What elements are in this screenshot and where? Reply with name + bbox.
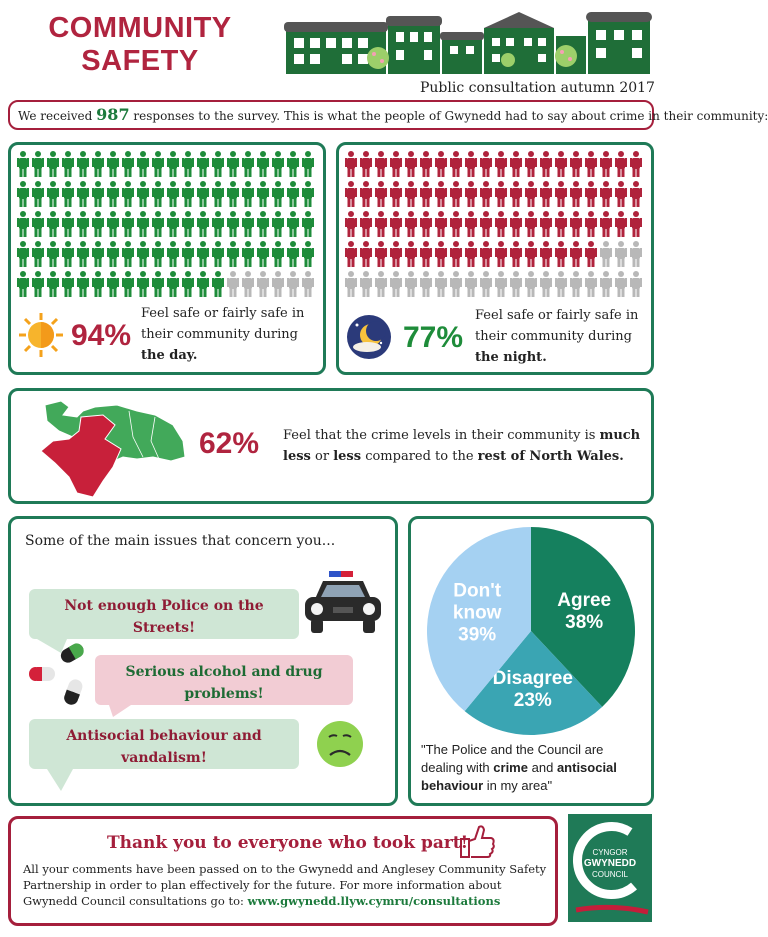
person-figure [152, 211, 164, 237]
subtitle: Public consultation autumn 2017 [420, 80, 655, 96]
person-figure [212, 271, 224, 297]
pie-value-label: 23% [513, 690, 552, 712]
person-figure [630, 271, 642, 297]
person-figure [540, 241, 552, 267]
person-figure [182, 211, 194, 237]
bubble-tail [47, 769, 73, 791]
person-figure [495, 271, 507, 297]
person-figure [465, 151, 477, 177]
logo-line-1: CYNGOR [592, 848, 628, 857]
person-figure [197, 211, 209, 237]
person-figure [32, 241, 44, 267]
person-figure [167, 271, 179, 297]
person-figure [435, 211, 447, 237]
person-figure [555, 181, 567, 207]
person-figure [600, 151, 612, 177]
sun-icon [17, 311, 65, 359]
person-figure [62, 211, 74, 237]
person-figure [32, 271, 44, 297]
person-figure [465, 241, 477, 267]
person-figure [465, 271, 477, 297]
consultations-link[interactable]: www.gwynedd.llyw.cymru/consultations [247, 894, 501, 908]
person-figure [360, 211, 372, 237]
crime-text-a: Feel that the crime levels in their community is [283, 428, 596, 443]
person-figure [287, 151, 299, 177]
person-figure [152, 181, 164, 207]
person-figure [182, 241, 194, 267]
person-figure [242, 211, 254, 237]
person-figure [390, 241, 402, 267]
person-figure [62, 181, 74, 207]
person-figure [435, 181, 447, 207]
person-figure [390, 151, 402, 177]
person-figure [495, 151, 507, 177]
person-figure [465, 211, 477, 237]
person-figure [242, 241, 254, 267]
person-figure [405, 211, 417, 237]
person-figure [390, 271, 402, 297]
person-figure [570, 151, 582, 177]
response-count: 987 [96, 105, 130, 124]
person-figure [450, 211, 462, 237]
person-figure [302, 151, 314, 177]
person-figure [47, 211, 59, 237]
person-figure [360, 271, 372, 297]
crime-levels-panel [8, 388, 654, 504]
pie-category-label: Agree [557, 589, 612, 611]
person-figure [585, 241, 597, 267]
crime-bold-a: much less [283, 428, 641, 464]
person-figure [600, 271, 612, 297]
person-figure [92, 211, 104, 237]
person-figure [540, 151, 552, 177]
person-figure [32, 151, 44, 177]
bubble-tail [109, 705, 131, 717]
person-figure [287, 271, 299, 297]
night-people-grid [345, 151, 645, 303]
person-figure [420, 211, 432, 237]
person-figure [555, 211, 567, 237]
issue-antisocial [29, 719, 299, 769]
person-figure [137, 241, 149, 267]
thumbs-up-icon [457, 823, 497, 861]
person-figure [212, 181, 224, 207]
person-figure [570, 181, 582, 207]
person-figure [570, 241, 582, 267]
issue-antisocial-line-1: Antisocial behaviour and [66, 728, 262, 744]
issue-police-line-1: Not enough Police on the [64, 598, 264, 614]
person-figure [525, 241, 537, 267]
person-figure [152, 271, 164, 297]
person-figure [62, 271, 74, 297]
caption-text-a: "The Police and the Council are dealing with [421, 742, 604, 775]
person-figure [345, 271, 357, 297]
issue-police [29, 589, 299, 639]
person-figure [480, 181, 492, 207]
person-figure [182, 271, 194, 297]
title-line-1: COMMUNITY [48, 12, 232, 44]
person-figure [420, 181, 432, 207]
person-figure [77, 211, 89, 237]
thanks-panel [8, 816, 558, 926]
person-figure [107, 151, 119, 177]
crime-text-b: or [315, 449, 330, 464]
person-figure [450, 241, 462, 267]
pie-category-label: Don't [453, 580, 502, 602]
person-figure [32, 211, 44, 237]
page-title [30, 12, 250, 78]
person-figure [630, 151, 642, 177]
person-figure [17, 181, 29, 207]
person-figure [47, 241, 59, 267]
night-description [475, 305, 638, 368]
person-figure [137, 211, 149, 237]
day-line-3: the day. [141, 348, 198, 363]
person-figure [540, 211, 552, 237]
person-figure [122, 271, 134, 297]
person-figure [480, 241, 492, 267]
person-figure [495, 211, 507, 237]
person-figure [212, 211, 224, 237]
person-figure [495, 181, 507, 207]
person-figure [107, 271, 119, 297]
person-figure [615, 241, 627, 267]
day-description [141, 303, 304, 366]
person-figure [167, 181, 179, 207]
person-figure [450, 181, 462, 207]
north-wales-map [33, 397, 193, 501]
person-figure [630, 241, 642, 267]
person-figure [152, 241, 164, 267]
pie-category-label: know [452, 602, 502, 624]
person-figure [420, 271, 432, 297]
person-figure [435, 241, 447, 267]
issue-alcohol-line-2: problems! [184, 686, 264, 702]
caption-text-c: in my area" [486, 778, 553, 793]
person-figure [510, 211, 522, 237]
person-figure [32, 181, 44, 207]
person-figure [197, 241, 209, 267]
person-figure [257, 211, 269, 237]
person-figure [227, 181, 239, 207]
person-figure [510, 241, 522, 267]
buildings-illustration [280, 8, 655, 76]
person-figure [405, 271, 417, 297]
caption-text-b: and [531, 760, 554, 775]
person-figure [525, 181, 537, 207]
person-figure [615, 211, 627, 237]
person-figure [375, 181, 387, 207]
person-figure [77, 181, 89, 207]
logo-line-2: GWYNEDD [583, 858, 637, 869]
night-safety-panel [336, 142, 654, 375]
person-figure [450, 271, 462, 297]
day-people-grid [17, 151, 317, 303]
person-figure [525, 151, 537, 177]
person-figure [345, 241, 357, 267]
person-figure [272, 181, 284, 207]
person-figure [600, 211, 612, 237]
person-figure [420, 151, 432, 177]
person-figure [450, 151, 462, 177]
person-figure [107, 181, 119, 207]
person-figure [345, 181, 357, 207]
crime-text-c: compared to the [365, 449, 474, 464]
person-figure [227, 241, 239, 267]
person-figure [345, 211, 357, 237]
intro-before: We received [18, 109, 93, 123]
person-figure [360, 241, 372, 267]
person-figure [227, 271, 239, 297]
day-line-2: their community during [141, 327, 298, 342]
person-figure [242, 151, 254, 177]
person-figure [287, 241, 299, 267]
person-figure [257, 271, 269, 297]
person-figure [227, 211, 239, 237]
night-percent: 77% [403, 321, 464, 354]
moon-icon [345, 313, 393, 361]
day-line-1: Feel safe or fairly safe in [141, 306, 305, 321]
person-figure [375, 151, 387, 177]
police-car-icon [301, 571, 385, 637]
person-figure [510, 181, 522, 207]
person-figure [17, 271, 29, 297]
person-figure [17, 241, 29, 267]
person-figure [570, 211, 582, 237]
person-figure [480, 271, 492, 297]
person-figure [615, 151, 627, 177]
person-figure [540, 271, 552, 297]
logo-line-3: COUNCIL [591, 870, 628, 879]
issues-heading: Some of the main issues that concern you... [25, 533, 336, 549]
thanks-body [23, 861, 551, 909]
title-line-2: SAFETY [81, 45, 199, 77]
person-figure [257, 151, 269, 177]
person-figure [47, 181, 59, 207]
person-figure [585, 151, 597, 177]
person-figure [435, 151, 447, 177]
person-figure [272, 271, 284, 297]
issue-antisocial-line-2: vandalism! [121, 750, 207, 766]
person-figure [62, 241, 74, 267]
person-figure [525, 211, 537, 237]
person-figure [375, 211, 387, 237]
person-figure [615, 271, 627, 297]
person-figure [92, 271, 104, 297]
pie-chart [419, 523, 643, 739]
person-figure [630, 181, 642, 207]
crime-bold-c: rest of North Wales. [477, 449, 624, 464]
person-figure [92, 181, 104, 207]
person-figure [375, 241, 387, 267]
person-figure [495, 241, 507, 267]
person-figure [257, 241, 269, 267]
person-figure [182, 151, 194, 177]
person-figure [360, 181, 372, 207]
person-figure [182, 181, 194, 207]
thanks-title: Thank you to everyone who took part! [107, 833, 469, 853]
person-figure [197, 271, 209, 297]
crime-description [283, 425, 651, 467]
person-figure [92, 241, 104, 267]
intro-after: responses to the survey. This is what the people of Gwynedd had to say about crime in their community: [133, 109, 768, 123]
person-figure [435, 271, 447, 297]
person-figure [107, 241, 119, 267]
person-figure [17, 211, 29, 237]
person-figure [137, 271, 149, 297]
person-figure [302, 241, 314, 267]
person-figure [167, 211, 179, 237]
person-figure [92, 151, 104, 177]
person-figure [122, 151, 134, 177]
person-figure [137, 151, 149, 177]
issue-alcohol-line-1: Serious alcohol and drug [125, 664, 323, 680]
person-figure [600, 241, 612, 267]
person-figure [630, 211, 642, 237]
person-figure [167, 241, 179, 267]
person-figure [525, 271, 537, 297]
person-figure [302, 181, 314, 207]
night-line-2: their community during [475, 329, 632, 344]
person-figure [555, 271, 567, 297]
person-figure [585, 211, 597, 237]
crime-percent: 62% [199, 427, 260, 460]
person-figure [600, 181, 612, 207]
person-figure [197, 151, 209, 177]
person-figure [555, 241, 567, 267]
person-figure [302, 271, 314, 297]
person-figure [62, 151, 74, 177]
person-figure [510, 271, 522, 297]
person-figure [272, 211, 284, 237]
thanks-body-text: All your comments have been passed on to the Gwynedd and Anglesey Community Safety Partnership in order to plan effectively for the future. For more information about Gwynedd Council consultations go to: [23, 862, 547, 908]
person-figure [570, 271, 582, 297]
issue-alcohol-drugs [95, 655, 353, 705]
person-figure [390, 181, 402, 207]
person-figure [480, 151, 492, 177]
person-figure [122, 241, 134, 267]
person-figure [287, 211, 299, 237]
person-figure [585, 271, 597, 297]
person-figure [77, 271, 89, 297]
person-figure [257, 181, 269, 207]
person-figure [345, 151, 357, 177]
person-figure [405, 151, 417, 177]
pie-value-label: 39% [458, 624, 497, 646]
issue-police-line-2: Streets! [132, 620, 196, 636]
person-figure [272, 151, 284, 177]
gwynedd-logo [568, 814, 652, 922]
person-figure [585, 181, 597, 207]
pie-panel [408, 516, 654, 806]
person-figure [212, 241, 224, 267]
person-figure [390, 211, 402, 237]
person-figure [77, 151, 89, 177]
intro-banner [8, 100, 768, 130]
person-figure [360, 151, 372, 177]
pie-value-label: 38% [565, 611, 604, 633]
day-percent: 94% [71, 319, 132, 352]
person-figure [242, 181, 254, 207]
person-figure [405, 241, 417, 267]
person-figure [272, 241, 284, 267]
person-figure [122, 181, 134, 207]
logo-text [568, 848, 652, 880]
person-figure [152, 151, 164, 177]
person-figure [47, 151, 59, 177]
person-figure [510, 151, 522, 177]
person-figure [287, 181, 299, 207]
person-figure [122, 211, 134, 237]
caption-bold-2: antisocial behaviour [421, 760, 617, 793]
person-figure [47, 271, 59, 297]
sad-face-icon [315, 719, 365, 769]
caption-bold-1: crime [493, 760, 528, 775]
person-figure [212, 151, 224, 177]
person-figure [420, 241, 432, 267]
day-safety-panel [8, 142, 326, 375]
pills-icon [25, 641, 95, 711]
person-figure [615, 181, 627, 207]
pie-category-label: Disagree [492, 668, 573, 690]
person-figure [465, 181, 477, 207]
pie-caption [421, 741, 647, 795]
night-line-1: Feel safe or fairly safe in [475, 308, 639, 323]
night-line-3: the night. [475, 350, 547, 365]
issues-panel [8, 516, 398, 806]
person-figure [17, 151, 29, 177]
person-figure [405, 181, 417, 207]
person-figure [375, 271, 387, 297]
person-figure [302, 211, 314, 237]
person-figure [227, 151, 239, 177]
person-figure [77, 241, 89, 267]
person-figure [197, 181, 209, 207]
person-figure [480, 211, 492, 237]
person-figure [167, 151, 179, 177]
person-figure [555, 151, 567, 177]
person-figure [107, 211, 119, 237]
person-figure [242, 271, 254, 297]
person-figure [540, 181, 552, 207]
person-figure [137, 181, 149, 207]
crime-bold-b: less [333, 449, 362, 464]
